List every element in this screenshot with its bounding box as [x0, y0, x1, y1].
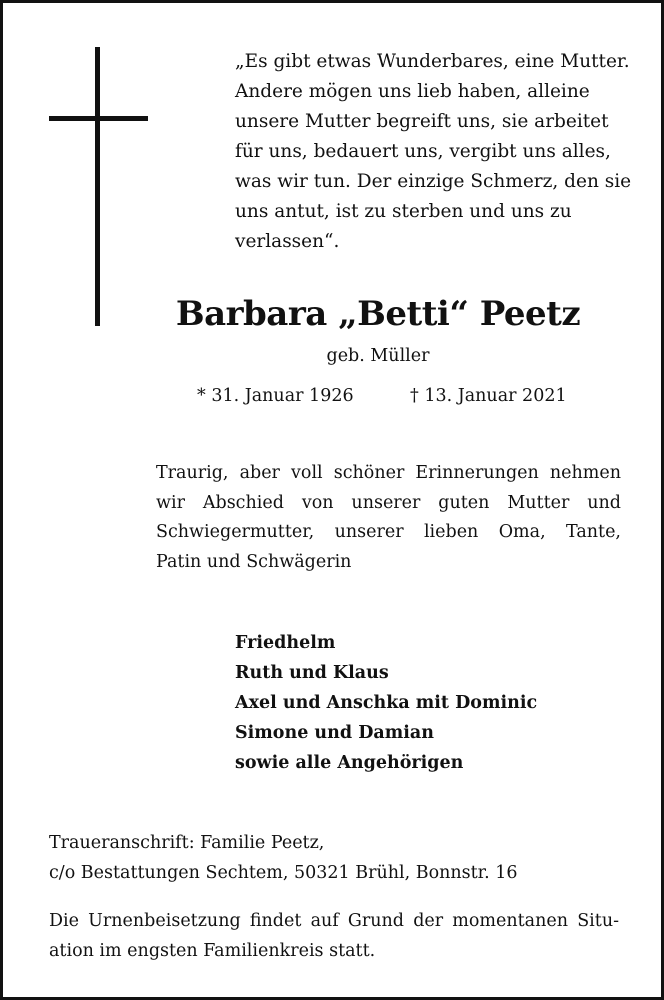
- family-member: Simone und Damian: [235, 723, 434, 743]
- family-member: sowie alle Angehörigen: [235, 753, 464, 773]
- maiden-name: geb. Müller: [326, 346, 430, 366]
- deceased-name: Barbara „Betti“ Peetz: [175, 294, 581, 334]
- quote-line: uns antut, ist zu sterben und uns zu: [235, 201, 572, 222]
- quote-line: was wir tun. Der einzige Schmerz, den sie: [235, 171, 632, 192]
- note-line: Die Urnenbeisetzung findet auf Grund der momentanen Situ-: [49, 911, 619, 931]
- cross-horizontal-bar: [49, 116, 148, 121]
- memorial-quote: [235, 47, 635, 257]
- birth-date: * 31. Januar 1926: [197, 386, 354, 406]
- mourning-line: Traurig, aber voll schöner Erinnerungen nehmen: [156, 463, 621, 483]
- note-line: ation im engsten Familienkreis statt.: [49, 941, 376, 961]
- family-member: Ruth und Klaus: [235, 663, 389, 683]
- burial-note: [49, 906, 619, 966]
- mourning-text: [156, 459, 621, 577]
- mourning-line: Schwiegermutter, unserer lieben Oma, Tante,: [156, 522, 621, 542]
- quote-line: „Es gibt etwas Wunderbares, eine Mutter.: [235, 51, 630, 72]
- quote-line: für uns, bedauert uns, vergibt uns alles,: [235, 141, 611, 162]
- family-list: [235, 628, 537, 778]
- address-line: c/o Bestattungen Sechtem, 50321 Brühl, Bonnstr. 16: [49, 863, 518, 883]
- quote-line: verlassen“.: [235, 231, 340, 252]
- address-line: Traueranschrift: Familie Peetz,: [49, 833, 325, 853]
- cross-vertical-bar: [95, 47, 100, 326]
- mourning-line: wir Abschied von unserer guten Mutter und: [156, 492, 621, 513]
- family-member: Axel und Anschka mit Dominic: [235, 693, 538, 713]
- mourning-line: Patin und Schwägerin: [156, 551, 352, 572]
- mourning-address: [49, 828, 518, 888]
- family-member: Friedhelm: [235, 633, 336, 653]
- quote-line: Andere mögen uns lieb haben, alleine: [235, 81, 590, 102]
- quote-line: unsere Mutter begreift uns, sie arbeitet: [235, 111, 609, 132]
- death-date: † 13. Januar 2021: [410, 386, 567, 406]
